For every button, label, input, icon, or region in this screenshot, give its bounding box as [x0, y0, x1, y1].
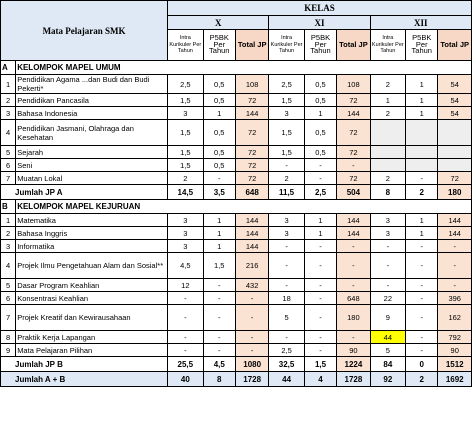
p5bk-grand-xii: 2	[406, 372, 438, 387]
p5bk-value-xi: -	[304, 159, 336, 172]
intra-value-x: 3	[168, 240, 203, 253]
row-number: 7	[1, 172, 16, 185]
subject-name: Seni	[16, 159, 168, 172]
total-jp-value-xi: 144	[337, 227, 370, 240]
col-intra-x: Intra Kurikuler Per Tahun	[168, 30, 203, 61]
total-jp-value-xi: 108	[337, 75, 370, 94]
intra-value-x: 1,5	[168, 159, 203, 172]
subject-row	[1, 146, 472, 159]
row-number: 4	[1, 120, 16, 146]
row-number: 3	[1, 107, 16, 120]
intra-sum-xii: 8	[370, 185, 405, 200]
p5bk-value-xii: -	[406, 331, 438, 344]
intra-value-xi: 1,5	[269, 120, 304, 146]
col-p5bk-x: P5BK Per Tahun	[203, 30, 235, 61]
subject-name: Sejarah	[16, 146, 168, 159]
intra-value-x: 4,5	[168, 253, 203, 279]
col-intra-xi: Intra Kurikuler Per Tahun	[269, 30, 304, 61]
section-header-row	[1, 200, 472, 214]
subject-name: Praktik Kerja Lapangan	[16, 331, 168, 344]
row-number: 4	[1, 253, 16, 279]
p5bk-value-xii: -	[406, 292, 438, 305]
total-jp-value-xi: 144	[337, 214, 370, 227]
p5bk-value-xi: 0,5	[304, 94, 336, 107]
intra-value-xii: 44	[370, 331, 405, 344]
total-jp-value-xi: -	[337, 240, 370, 253]
intra-value-x: 2,5	[168, 75, 203, 94]
row-number: 2	[1, 94, 16, 107]
total-jp-value-xi: 72	[337, 146, 370, 159]
subject-name: Projek Kreatif dan Kewirausahaan	[16, 305, 168, 331]
intra-value-xii	[370, 120, 405, 146]
subtotal-row	[1, 185, 472, 200]
total-jp-value-xii: 72	[438, 172, 472, 185]
total-jp-value-xi: 72	[337, 94, 370, 107]
intra-value-xii: 2	[370, 75, 405, 94]
p5bk-value-xii: 1	[406, 94, 438, 107]
total-jp-value-x: 108	[235, 75, 268, 94]
p5bk-value-x: -	[203, 279, 235, 292]
intra-value-xii: -	[370, 240, 405, 253]
col-p5bk-xii: P5BK Per Tahun	[406, 30, 438, 61]
intra-value-xii: 3	[370, 227, 405, 240]
p5bk-sum-xi: 2,5	[304, 185, 336, 200]
p5bk-value-xi: -	[304, 331, 336, 344]
intra-value-xii: -	[370, 253, 405, 279]
subject-row	[1, 305, 472, 331]
subject-row	[1, 227, 472, 240]
subject-name: Pendidikan Pancasila	[16, 94, 168, 107]
subtotal-label: Jumlah JP B	[1, 357, 168, 372]
intra-value-xii	[370, 146, 405, 159]
p5bk-value-xii: -	[406, 253, 438, 279]
intra-value-xi: 3	[269, 214, 304, 227]
total-jp-value-xii: 54	[438, 75, 472, 94]
col-p5bk-xi: P5BK Per Tahun	[304, 30, 336, 61]
intra-value-x: -	[168, 292, 203, 305]
p5bk-sum-xii: 0	[406, 357, 438, 372]
intra-sum-xi: 32,5	[269, 357, 304, 372]
total-jp-value-xi: 648	[337, 292, 370, 305]
row-number: 3	[1, 240, 16, 253]
total-jp-value-x: 432	[235, 279, 268, 292]
intra-value-xi: -	[269, 279, 304, 292]
intra-value-x: 1,5	[168, 146, 203, 159]
total-jp-value-xi: 72	[337, 172, 370, 185]
row-number: 5	[1, 279, 16, 292]
subject-row	[1, 107, 472, 120]
p5bk-value-x: -	[203, 292, 235, 305]
total-jp-value-xi: 90	[337, 344, 370, 357]
p5bk-value-xii: 1	[406, 227, 438, 240]
total-jp-value-xi: -	[337, 159, 370, 172]
p5bk-value-x: 0,5	[203, 146, 235, 159]
p5bk-value-xi: -	[304, 240, 336, 253]
intra-value-xii: 2	[370, 107, 405, 120]
p5bk-value-x: 0,5	[203, 75, 235, 94]
intra-value-xi: -	[269, 253, 304, 279]
subject-row	[1, 279, 472, 292]
p5bk-value-xii: -	[406, 305, 438, 331]
section-header-row	[1, 61, 472, 75]
p5bk-sum-x: 3,5	[203, 185, 235, 200]
total-jp-value-x: 72	[235, 159, 268, 172]
total-jp-value-x: -	[235, 331, 268, 344]
total-jp-sum-x: 1080	[235, 357, 268, 372]
intra-value-x: -	[168, 344, 203, 357]
total-jp-value-xii: -	[438, 253, 472, 279]
total-jp-value-x: -	[235, 292, 268, 305]
subject-row	[1, 75, 472, 94]
intra-value-x: 1,5	[168, 120, 203, 146]
intra-value-xii	[370, 159, 405, 172]
subject-row	[1, 240, 472, 253]
total-jp-value-x: 144	[235, 214, 268, 227]
total-jp-value-x: -	[235, 305, 268, 331]
intra-value-xi: 2	[269, 172, 304, 185]
total-jp-value-x: 72	[235, 120, 268, 146]
subject-name: Mata Pelajaran Pilihan	[16, 344, 168, 357]
intra-value-x: -	[168, 331, 203, 344]
kelas-header: KELAS	[168, 1, 472, 16]
p5bk-value-xii: -	[406, 240, 438, 253]
p5bk-value-x: 0,5	[203, 120, 235, 146]
p5bk-grand-xi: 4	[304, 372, 336, 387]
subject-name: Muatan Lokal	[16, 172, 168, 185]
subject-row	[1, 331, 472, 344]
p5bk-value-xi: -	[304, 292, 336, 305]
subject-row	[1, 172, 472, 185]
subject-name: Bahasa Indonesia	[16, 107, 168, 120]
col-total-x: Total JP	[235, 30, 268, 61]
intra-sum-xii: 84	[370, 357, 405, 372]
intra-value-xii: 1	[370, 94, 405, 107]
p5bk-value-x: 1	[203, 227, 235, 240]
row-number: 5	[1, 146, 16, 159]
subject-row	[1, 344, 472, 357]
total-jp-value-xii	[438, 120, 472, 146]
total-jp-value-xii: 144	[438, 227, 472, 240]
p5bk-value-x: 0,5	[203, 159, 235, 172]
total-jp-value-x: 216	[235, 253, 268, 279]
p5bk-value-xii: -	[406, 344, 438, 357]
intra-value-xi: 5	[269, 305, 304, 331]
intra-value-x: 3	[168, 107, 203, 120]
intra-grand-xii: 92	[370, 372, 405, 387]
p5bk-sum-xii: 2	[406, 185, 438, 200]
intra-value-x: -	[168, 305, 203, 331]
p5bk-value-x: -	[203, 172, 235, 185]
total-jp-value-xii: 54	[438, 107, 472, 120]
total-jp-value-xii: 162	[438, 305, 472, 331]
total-jp-value-xii	[438, 159, 472, 172]
p5bk-value-xii	[406, 146, 438, 159]
intra-value-x: 12	[168, 279, 203, 292]
p5bk-value-x: 1,5	[203, 253, 235, 279]
p5bk-value-xi: 1	[304, 227, 336, 240]
intra-value-xi: 1,5	[269, 94, 304, 107]
subject-name: Pendidikan Jasmani, Olahraga dan Kesehatan	[16, 120, 168, 146]
intra-value-xii: 22	[370, 292, 405, 305]
total-jp-value-xi: -	[337, 279, 370, 292]
p5bk-value-xi: -	[304, 305, 336, 331]
section-letter: B	[1, 200, 16, 214]
grand-total-row	[1, 372, 472, 387]
p5bk-value-xii: -	[406, 172, 438, 185]
total-jp-value-x: 144	[235, 240, 268, 253]
intra-value-xi: 2,5	[269, 75, 304, 94]
p5bk-value-x: 1	[203, 107, 235, 120]
p5bk-value-xi: -	[304, 279, 336, 292]
subject-row	[1, 159, 472, 172]
row-number: 6	[1, 292, 16, 305]
p5bk-value-xi: 1	[304, 107, 336, 120]
total-jp-value-xii: -	[438, 240, 472, 253]
class-xii-header: XII	[370, 16, 471, 30]
intra-sum-xi: 11,5	[269, 185, 304, 200]
intra-grand-xi: 44	[269, 372, 304, 387]
total-jp-value-xi: 144	[337, 107, 370, 120]
total-jp-value-xii: 54	[438, 94, 472, 107]
subject-column-header: Mata Pelajaran SMK	[1, 1, 168, 61]
section-letter: A	[1, 61, 16, 75]
p5bk-sum-xi: 1,5	[304, 357, 336, 372]
row-number: 8	[1, 331, 16, 344]
total-jp-sum-xi: 1224	[337, 357, 370, 372]
p5bk-value-xii: 1	[406, 107, 438, 120]
intra-value-xi: 18	[269, 292, 304, 305]
total-jp-sum-xi: 504	[337, 185, 370, 200]
intra-value-xii: 5	[370, 344, 405, 357]
total-jp-value-xi: 72	[337, 120, 370, 146]
intra-value-xi: 1,5	[269, 146, 304, 159]
intra-sum-x: 14,5	[168, 185, 203, 200]
p5bk-value-xi: -	[304, 344, 336, 357]
total-jp-value-x: 72	[235, 172, 268, 185]
subject-name: Pendidikan Agama ...dan Budi dan Budi Pekerti*	[16, 75, 168, 94]
total-jp-grand-x: 1728	[235, 372, 268, 387]
intra-value-xi: 3	[269, 107, 304, 120]
subject-name: Informatika	[16, 240, 168, 253]
total-jp-value-x: -	[235, 344, 268, 357]
intra-value-xi: 3	[269, 227, 304, 240]
intra-value-xii: 2	[370, 172, 405, 185]
row-number: 1	[1, 214, 16, 227]
p5bk-value-xii: 1	[406, 75, 438, 94]
p5bk-value-x: -	[203, 344, 235, 357]
total-jp-value-xi: -	[337, 331, 370, 344]
p5bk-value-xii	[406, 159, 438, 172]
intra-value-x: 1,5	[168, 94, 203, 107]
subject-name: Bahasa Inggris	[16, 227, 168, 240]
total-jp-value-xii: 396	[438, 292, 472, 305]
class-xi-header: XI	[269, 16, 370, 30]
p5bk-value-xi: -	[304, 172, 336, 185]
row-number: 7	[1, 305, 16, 331]
p5bk-value-x: 1	[203, 240, 235, 253]
subtotal-label: Jumlah JP A	[1, 185, 168, 200]
p5bk-value-x: 0,5	[203, 94, 235, 107]
intra-value-xii: 9	[370, 305, 405, 331]
subject-name: Konsentrasi Keahlian	[16, 292, 168, 305]
subject-row	[1, 94, 472, 107]
intra-value-x: 3	[168, 227, 203, 240]
subtotal-row	[1, 357, 472, 372]
intra-value-x: 2	[168, 172, 203, 185]
total-jp-grand-xii: 1692	[438, 372, 472, 387]
total-jp-sum-xii: 1512	[438, 357, 472, 372]
col-total-xii: Total JP	[438, 30, 472, 61]
section-title: KELOMPOK MAPEL UMUM	[16, 61, 472, 75]
total-jp-value-x: 144	[235, 107, 268, 120]
p5bk-value-xii: -	[406, 279, 438, 292]
p5bk-sum-x: 4,5	[203, 357, 235, 372]
total-jp-sum-xii: 180	[438, 185, 472, 200]
row-number: 6	[1, 159, 16, 172]
total-jp-sum-x: 648	[235, 185, 268, 200]
grand-total-label: Jumlah A + B	[1, 372, 168, 387]
p5bk-value-xi: 1	[304, 214, 336, 227]
intra-sum-x: 25,5	[168, 357, 203, 372]
total-jp-value-x: 72	[235, 94, 268, 107]
intra-value-xi: -	[269, 159, 304, 172]
p5bk-value-xii: 1	[406, 214, 438, 227]
intra-value-xi: -	[269, 331, 304, 344]
intra-value-xi: -	[269, 240, 304, 253]
total-jp-value-xii: 144	[438, 214, 472, 227]
intra-grand-x: 40	[168, 372, 203, 387]
intra-value-x: 3	[168, 214, 203, 227]
total-jp-value-x: 72	[235, 146, 268, 159]
p5bk-value-xi: 0,5	[304, 120, 336, 146]
total-jp-value-xii	[438, 146, 472, 159]
subject-name: Projek Ilmu Pengetahuan Alam dan Sosial**	[16, 253, 168, 279]
col-total-xi: Total JP	[337, 30, 370, 61]
subject-name: Matematika	[16, 214, 168, 227]
row-number: 1	[1, 75, 16, 94]
intra-value-xii: 3	[370, 214, 405, 227]
class-x-header: X	[168, 16, 269, 30]
p5bk-value-x: 1	[203, 214, 235, 227]
col-intra-xii: Intra Kurikuler Per Tahun	[370, 30, 405, 61]
p5bk-grand-x: 8	[203, 372, 235, 387]
subject-row	[1, 120, 472, 146]
p5bk-value-xi: -	[304, 253, 336, 279]
total-jp-grand-xi: 1728	[337, 372, 370, 387]
subject-name: Dasar Program Keahlian	[16, 279, 168, 292]
total-jp-value-xii: -	[438, 279, 472, 292]
total-jp-value-xi: 180	[337, 305, 370, 331]
row-number: 9	[1, 344, 16, 357]
total-jp-value-xi: -	[337, 253, 370, 279]
p5bk-value-xii	[406, 120, 438, 146]
p5bk-value-xi: 0,5	[304, 146, 336, 159]
p5bk-value-x: -	[203, 305, 235, 331]
subject-row	[1, 214, 472, 227]
subject-row	[1, 253, 472, 279]
row-number: 2	[1, 227, 16, 240]
intra-value-xii: -	[370, 279, 405, 292]
subject-row	[1, 292, 472, 305]
intra-value-xi: 2,5	[269, 344, 304, 357]
total-jp-value-xii: 90	[438, 344, 472, 357]
total-jp-value-x: 144	[235, 227, 268, 240]
total-jp-value-xii: 792	[438, 331, 472, 344]
section-title: KELOMPOK MAPEL KEJURUAN	[16, 200, 472, 214]
p5bk-value-xi: 0,5	[304, 75, 336, 94]
p5bk-value-x: -	[203, 331, 235, 344]
